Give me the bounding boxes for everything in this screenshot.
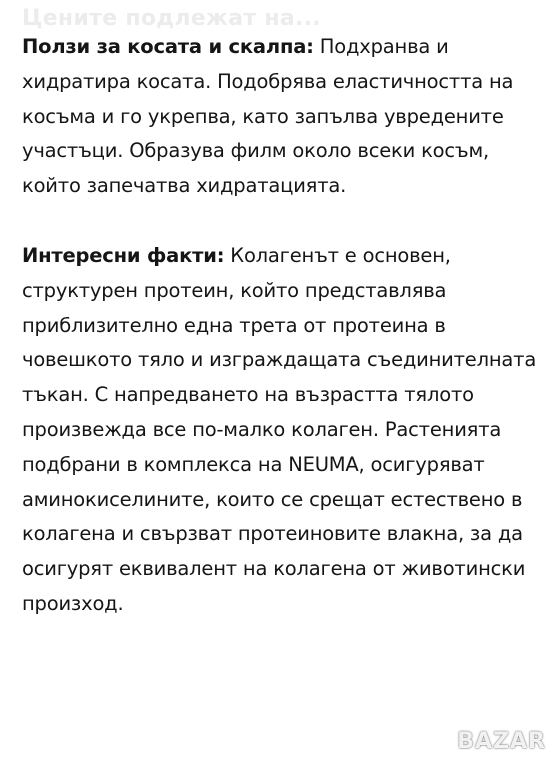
- benefits-heading: Ползи за косата и скалпа:: [22, 35, 314, 58]
- bazar-watermark-logo: BAZAR: [457, 729, 546, 754]
- faded-page-heading: Цените подлежат на...: [22, 6, 321, 31]
- benefits-paragraph: [22, 30, 537, 204]
- facts-heading: Интересни факти:: [22, 243, 225, 267]
- description-text: [22, 30, 537, 622]
- facts-paragraph: [22, 239, 537, 622]
- facts-text: Колагенът е основен, структурен протеин, който представлява приблизително една трета от протеина в човешкото тяло и изграждащата съединителната тъкан. С напредването на възрастта тялото произвежда все по-малко колаген. Растенията подбрани в комплекса на NEUMA, осигуряват аминокиселините, които се срещат естествено в колагена и свързват протеиновите влакна, за да осигурят еквивалент на колагена от животински произход.: [22, 243, 537, 615]
- benefits-text: Подхранва и хидратира косата. Подобрява еластичността на косъма и го укрепва, като запълва увредените участъци. Образува филм около всеки косъм, който запечатва хидратацията.: [22, 35, 514, 198]
